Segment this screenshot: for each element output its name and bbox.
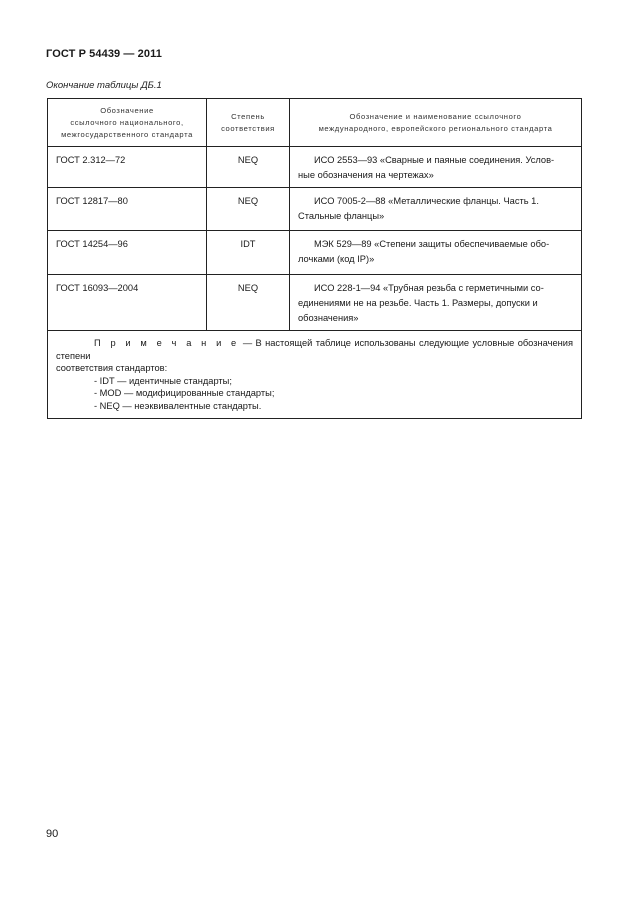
document-title: ГОСТ Р 54439 — 2011	[46, 48, 162, 60]
cell-international: МЭК 529—89 «Степени защиты обеспечиваемые обо- лочками (код IP)»	[290, 231, 582, 275]
note-item: - IDT — идентичные стандарты;	[94, 375, 232, 386]
table-row	[48, 147, 582, 188]
note-text: — В настоящей таблице использованы следующие условные обозначения степени	[56, 338, 573, 361]
page-number: 90	[46, 828, 59, 840]
table-note	[48, 331, 582, 419]
cell-national: ГОСТ 14254—96	[48, 231, 207, 275]
note-item: - MOD — модифицированные стандарты;	[94, 388, 275, 398]
cell-national: ГОСТ 12817—80	[48, 188, 207, 231]
header-degree: Степень соответствия	[207, 99, 290, 147]
header-international-standard: Обозначение и наименование ссылочного международного, европейского регионального стандарта	[290, 99, 582, 147]
cell-degree: NEQ	[207, 188, 290, 231]
cell-national: ГОСТ 16093—2004	[48, 275, 207, 331]
standards-table	[47, 98, 582, 419]
table-header-row	[48, 99, 582, 147]
table-row	[48, 231, 582, 275]
header-national-standard: Обозначение ссылочного национального, межгосударственного стандарта	[48, 99, 207, 147]
cell-degree: IDT	[207, 231, 290, 275]
cell-degree: NEQ	[207, 275, 290, 331]
cell-international: ИСО 228-1—94 «Трубная резьба с герметичными со- единениями не на резьбе. Часть 1. Размеры, допуски и обозначения»	[290, 275, 582, 331]
note-label: П р и м е ч а н и е	[94, 338, 240, 348]
note-item: - NEQ — неэквивалентные стандарты.	[94, 400, 262, 411]
cell-national: ГОСТ 2.312—72	[48, 147, 207, 188]
cell-degree: NEQ	[207, 147, 290, 188]
note-text-continued: соответствия стандартов:	[56, 363, 168, 373]
cell-international: ИСО 7005-2—88 «Металлические фланцы. Часть 1. Стальные фланцы»	[290, 188, 582, 231]
table-row	[48, 188, 582, 231]
cell-international: ИСО 2553—93 «Сварные и паяные соединения. Услов- ные обозначения на чертежах»	[290, 147, 582, 188]
table-caption: Окончание таблицы ДБ.1	[46, 80, 162, 91]
table-note-row	[48, 331, 582, 419]
table-row	[48, 275, 582, 331]
